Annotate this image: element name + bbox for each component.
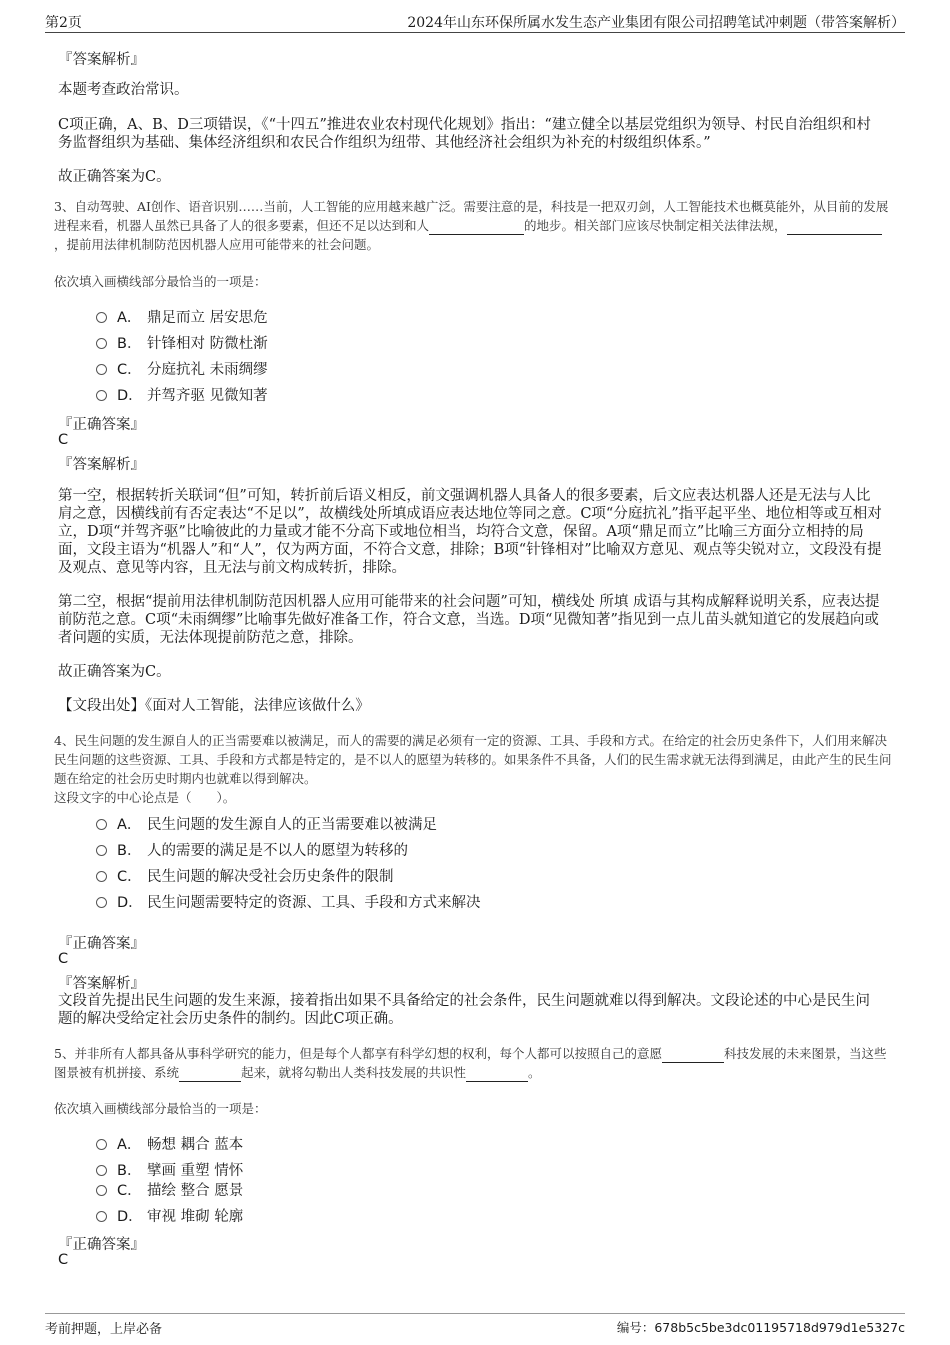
code-value: 678b5c5be3dc01195718d979d1e5327c	[654, 1320, 905, 1335]
document-code	[617, 1318, 905, 1336]
page-number: 第2页	[45, 15, 82, 31]
q3-option-c[interactable]: C． 分庭抗礼 未雨绸缪	[96, 358, 268, 380]
q5-option-b[interactable]: B． 擘画 重塑 情怀	[96, 1159, 243, 1181]
q3-analysis-p3: 故正确答案为C。	[58, 664, 171, 680]
q3-prompt: 依次填入画横线部分最恰当的一项是：	[54, 274, 267, 289]
q3-blank-2	[787, 220, 882, 235]
q3-analysis-p2: 第二空，根据“提前用法律机制防范因机器人应用可能带来的社会问题”可知，横线处 所填 成语与其构成解释说明关系，应表达提前防范之意。C项“未雨绸缪”比喻事先做好准备工作，符合文意，当选。D项“见微知著”指见到一点儿苗头就知道它的发展趋向或者问题的实质，无法体现提前防范之意，排除。	[58, 594, 880, 646]
q4-option-d[interactable]: D． 民生问题需要特定的资源、工具、手段和方式来解决	[96, 891, 481, 913]
q3-option-a[interactable]: A． 鼎足而立 居安思危	[96, 306, 268, 328]
radio-icon[interactable]	[96, 1139, 107, 1150]
q3-analysis-p1: 第一空，根据转折关联词“但”可知，转折前后语义相反，前文强调机器人具备人的很多要素，后文应表达机器人还是无法与人比肩之意，因横线前有否定表达“不足以”，故横线处所填成语应表达地位等同之意。C项“分庭抗礼”指平起平坐、地位相等或互相对立，D项“并驾齐驱”比喻彼此的力量或才能不分高下或地位相当，均符合文意，保留。A项“鼎足而立”比喻三方面分立相持的局面，文段主语为“机器人”和“人”，仅为两方面，不符合文意，排除；B项“针锋相对”比喻双方意见、观点等尖锐对立，文段没有提及观点、意见等内容，且无法与前文构成转折，排除。	[58, 488, 882, 576]
q4-option-a[interactable]: A． 民生问题的发生源自人的正当需要难以被满足	[96, 813, 437, 835]
q5-correct-label: 『正确答案』	[58, 1237, 145, 1253]
radio-icon[interactable]	[96, 897, 107, 908]
radio-icon[interactable]	[96, 390, 107, 401]
code-label: 编号：	[616, 1320, 655, 1335]
radio-icon[interactable]	[96, 819, 107, 830]
q5-option-c[interactable]: C． 描绘 整合 愿景	[96, 1179, 243, 1201]
radio-icon[interactable]	[96, 871, 107, 882]
document-title: 2024年山东环保所属水发生态产业集团有限公司招聘笔试冲刺题（带答案解析）	[407, 15, 905, 31]
q5-stem: 5、并非所有人都具备从事科学研究的能力，但是每个人都享有科学幻想的权利，每个人都可以按照自己的意愿 科技发展的未来图景，当这些图景被有机拼接、系统 起来，就将勾勒出人类科技发展的共识性 。	[54, 1046, 887, 1080]
radio-icon[interactable]	[96, 1185, 107, 1196]
q3-correct-answer: C	[58, 432, 69, 448]
radio-icon[interactable]	[96, 1165, 107, 1176]
radio-icon[interactable]	[96, 364, 107, 375]
q3-source: 【文段出处】《面对人工智能，法律应该做什么》	[58, 698, 370, 714]
q3-correct-label: 『正确答案』	[58, 417, 145, 433]
radio-icon[interactable]	[96, 845, 107, 856]
q2-analysis-p1: 本题考查政治常识。	[58, 82, 189, 98]
q2-analysis-p2: C项正确，A、B、D三项错误，《“十四五”推进农业农村现代化规划》指出：“建立健全以基层党组织为领导、村民自治组织和村务监督组织为基础、集体经济组织和农民合作组织为纽带、其他经济社会组织为补充的村级组织体系。”	[58, 117, 871, 151]
page-footer	[45, 1313, 905, 1337]
q3-analysis-label: 『答案解析』	[58, 457, 145, 473]
q4-prompt: 这段文字的中心论点是（ ）。	[54, 790, 236, 805]
radio-icon[interactable]	[96, 338, 107, 349]
q4-correct-answer: C	[58, 951, 69, 967]
footer-slogan: 考前押题，上岸必备	[45, 1322, 163, 1337]
page-header	[45, 10, 905, 33]
q5-prompt: 依次填入画横线部分最恰当的一项是：	[54, 1101, 267, 1116]
q4-option-b[interactable]: B． 人的需要的满足是不以人的愿望为转移的	[96, 839, 408, 861]
q2-analysis-p3: 故正确答案为C。	[58, 169, 171, 185]
q4-analysis-p1: 文段首先提出民生问题的发生来源，接着指出如果不具备给定的社会条件，民生问题就难以得到解决。文段论述的中心是民生问题的解决受给定社会历史条件的制约。因此C项正确。	[58, 993, 870, 1027]
q5-option-d[interactable]: D． 审视 堆砌 轮廓	[96, 1205, 243, 1227]
q2-analysis-label: 『答案解析』	[58, 52, 145, 68]
radio-icon[interactable]	[96, 1211, 107, 1222]
q5-blank-3	[466, 1067, 528, 1082]
radio-icon[interactable]	[96, 312, 107, 323]
q5-correct-answer: C	[58, 1252, 69, 1268]
q3-blank-1	[429, 220, 524, 235]
q4-stem: 4、民生问题的发生源自人的正当需要难以被满足，而人的需要的满足必须有一定的资源、工具、手段和方式。在给定的社会历史条件下，人们用来解决民生问题的这些资源、工具、手段和方式都是特定的，是不以人的愿望为转移的。如果条件不具备，人们的民生需求就无法得到满足，由此产生的民生问题在给定的社会历史时期内也就难以得到解决。	[54, 733, 892, 786]
q3-stem: 3、自动驾驶、AI创作、语音识别……当前，人工智能的应用越来越广泛。需要注意的是，科技是一把双刃剑，人工智能技术也概莫能外，从目前的发展进程来看，机器人虽然已具备了人的很多要素，但还不足以达到和人 的地步。相关部门应该尽快制定相关法律法规，，提前用法律机制防范因机器人应用可能带来的社会问题。	[54, 199, 889, 252]
q4-correct-label: 『正确答案』	[58, 936, 145, 952]
q5-blank-1	[662, 1048, 724, 1063]
q4-option-c[interactable]: C． 民生问题的解决受社会历史条件的限制	[96, 865, 394, 887]
q5-blank-2	[179, 1067, 241, 1082]
q5-option-a[interactable]: A． 畅想 耦合 蓝本	[96, 1133, 243, 1155]
q3-option-d[interactable]: D． 并驾齐驱 见微知著	[96, 384, 268, 406]
q3-option-b[interactable]: B． 针锋相对 防微杜渐	[96, 332, 268, 354]
q4-analysis-label: 『答案解析』	[58, 976, 145, 992]
